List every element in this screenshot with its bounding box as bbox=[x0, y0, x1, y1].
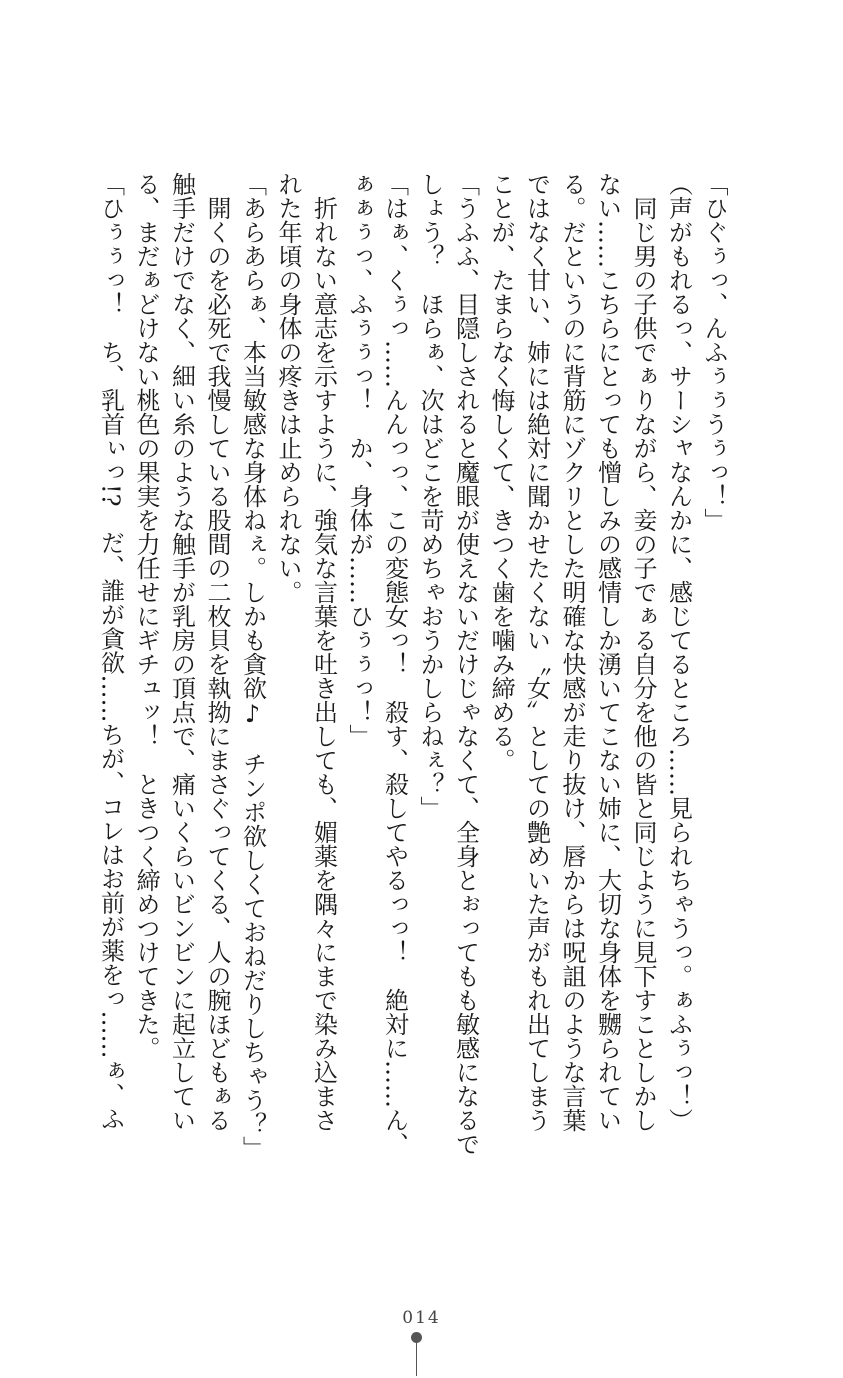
folio-rule-ornament bbox=[416, 1342, 417, 1376]
text-line: ない……こちらにとっても憎しみの感情しか湧いてこない姉に、大切な身体を嬲られてい bbox=[593, 172, 622, 1132]
page-number: 014 bbox=[402, 1308, 441, 1328]
text-line: 「うふふ、目隠しされると魔眼が使えないだけじゃなくて、全身とぉってもも敏感になるで bbox=[451, 172, 480, 1156]
text-line: （声がもれるっ、サーシャなんかに、感じてるところ……見られちゃうっ。ぁふぅっ！） bbox=[664, 172, 693, 1132]
text-line: ぁぁぅっ、ふぅぅっ！ か、身体が……ひぅぅっ！」 bbox=[345, 172, 373, 748]
text-line: 触手だけでなく、細い糸のような触手が乳房の頂点で、痛いくらいビンビンに起立してい bbox=[167, 172, 196, 1132]
text-line: れた年頃の身体の疼きは止められない。 bbox=[274, 172, 302, 604]
text-line: る、まだぁどけない桃色の果実を力任せにギチュッ！ ときつく締めつけてきた。 bbox=[132, 172, 160, 1060]
text-line: ではなく甘い、姉には絶対に聞かせたくない〝女〟としての艶めいた声がもれ出てしまう bbox=[522, 172, 551, 1132]
text-line: 開くのを必死で我慢している股間の二枚貝を執拗にまさぐってくる、人の腕ほどもぁる bbox=[203, 172, 231, 1132]
text-line: 「あらあらぁ、本当敏感な身体ねぇ。しかも貪欲♪ チンポ欲しくておねだりしちゃう？」 bbox=[238, 172, 267, 1160]
text-line: しょう？ ほらぁ、次はどこを苛めちゃおうかしらねぇ？」 bbox=[416, 172, 444, 820]
text-line: 折れない意志を示すように、強気な言葉を吐き出しても、媚薬を隅々にまで染み込まさ bbox=[309, 172, 338, 1132]
text-line: 同じ男の子供でぁりながら、妾の子でぁる自分を他の皆と同じように見下すことしかし bbox=[629, 172, 657, 1132]
text-line: 「はぁ、くぅっ……んんっっ、この変態女っ！ 殺す、殺してやるっっ！ 絶対に……ん、 bbox=[380, 172, 409, 1156]
text-line: 「ひぅぅっ！ ち、乳首ぃっ!? だ、誰が貪欲……ちが、コレはお前が薬をっ……ぁ、ふ bbox=[96, 172, 125, 1131]
body-text bbox=[92, 172, 731, 1160]
text-line: る。だというのに背筋にゾクリとした明確な快感が走り抜け、唇からは呪詛のような言葉 bbox=[558, 172, 586, 1132]
text-line: ことが、たまらなく悔しくて、きつく歯を噛み締める。 bbox=[487, 172, 515, 772]
text-line: 「ひぐぅっ、んふぅぅうぅっ！」 bbox=[700, 172, 728, 532]
